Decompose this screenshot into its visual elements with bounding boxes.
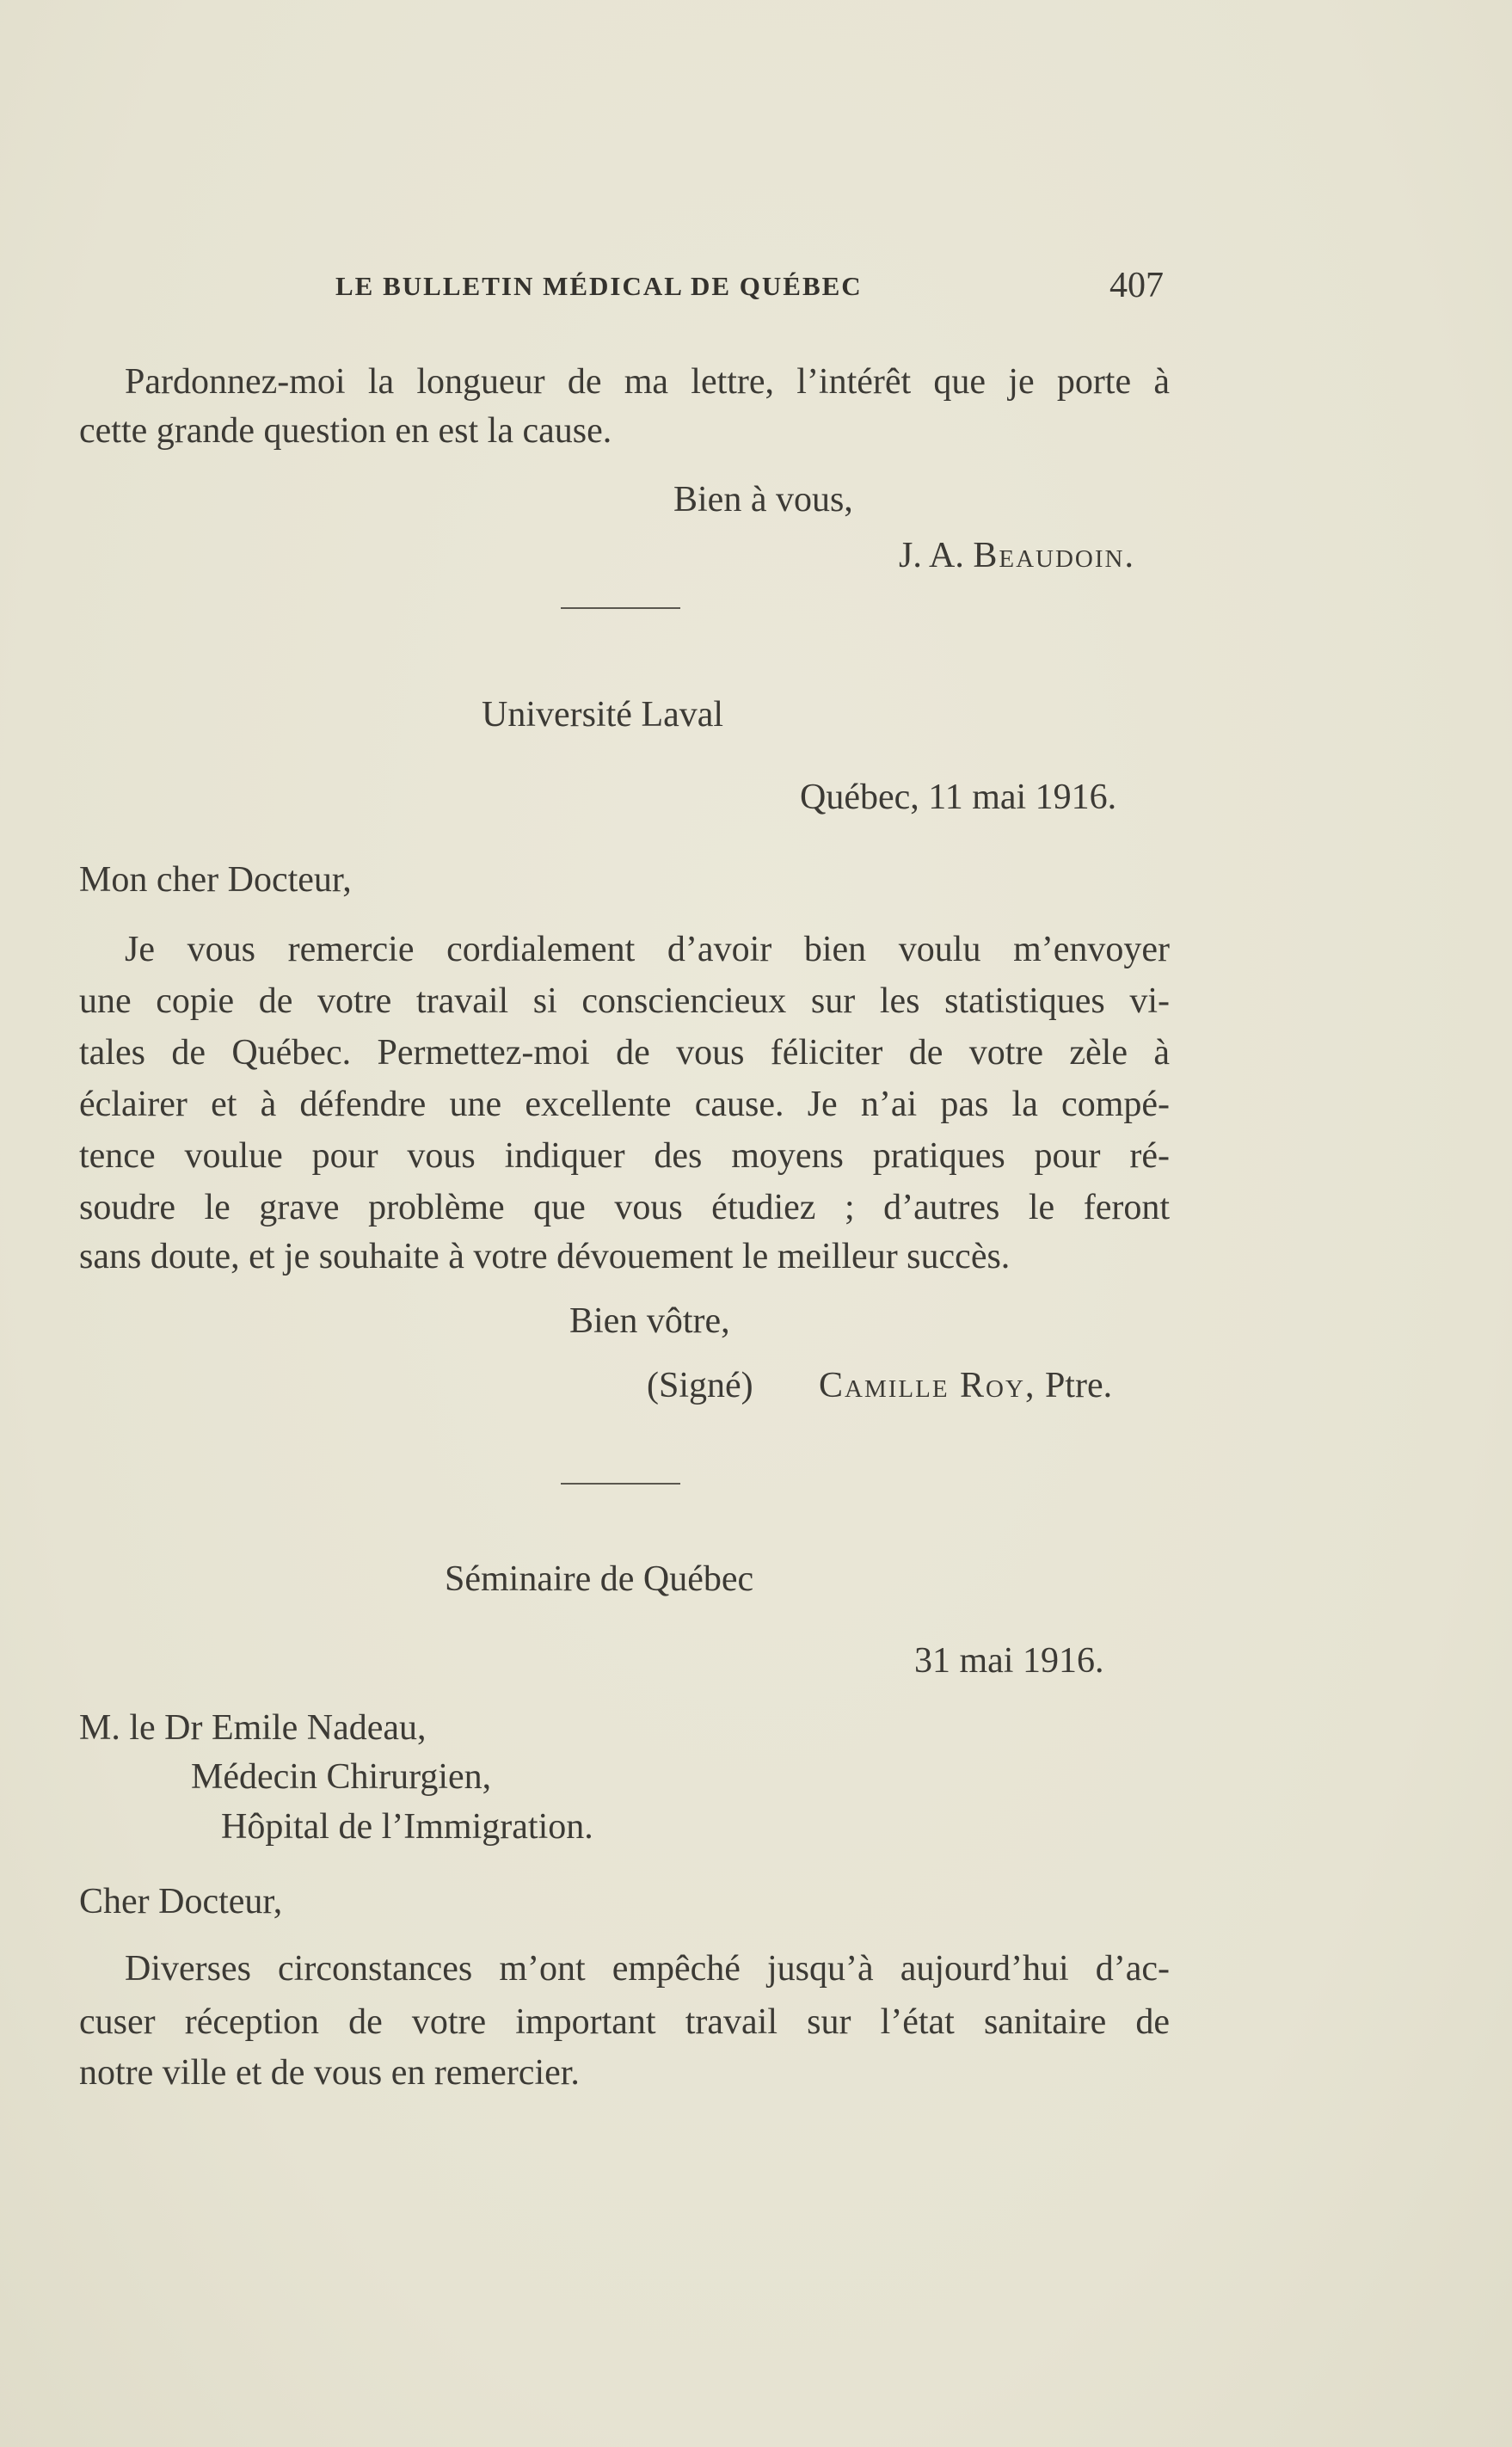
salutation: Mon cher Docteur, — [79, 860, 352, 900]
signature-title: Ptre. — [1044, 1366, 1113, 1405]
signature — [899, 538, 1135, 574]
running-header: LE BULLETIN MÉDICAL DE QUÉBEC — [335, 271, 863, 301]
address-line: Médecin Chirurgien, — [191, 1757, 492, 1797]
signature-name: Camille Roy, — [819, 1366, 1036, 1405]
salutation: Cher Docteur, — [79, 1882, 283, 1921]
body-line: Je vous remercie cordialement d’avoir bien voulu m’envoyer — [125, 930, 1170, 969]
signature-name: Beaudoin. — [973, 536, 1135, 575]
separator-rule — [561, 1483, 680, 1485]
address-line: Hôpital de l’Immigration. — [221, 1807, 593, 1847]
institution: Séminaire de Québec — [445, 1559, 754, 1599]
body-line: cette grande question en est la cause. — [79, 411, 612, 451]
body-line: tales de Québec. Permettez-moi de vous féliciter de votre zèle à — [79, 1033, 1170, 1073]
signature — [819, 1368, 1112, 1404]
institution: Université Laval — [482, 695, 724, 735]
closing: Bien à vous, — [673, 480, 853, 520]
page-number: 407 — [1109, 266, 1164, 305]
body-line: notre ville et de vous en remercier. — [79, 2053, 580, 2093]
body-line: soudre le grave problème que vous étudiez ; d’autres le feront — [79, 1188, 1170, 1227]
body-line: éclairer et à défendre une excellente cause. Je n’ai pas la compé- — [79, 1085, 1170, 1124]
letter-date: Québec, 11 mai 1916. — [800, 778, 1117, 817]
body-line: une copie de votre travail si consciencieux sur les statistiques vi- — [79, 981, 1170, 1021]
letter-date: 31 mai 1916. — [914, 1641, 1104, 1681]
separator-rule — [561, 607, 680, 609]
body-line: cuser réception de votre important travail sur l’état sanitaire de — [79, 2002, 1170, 2042]
body-line: sans doute, et je souhaite à votre dévouement le meilleur succès. — [79, 1237, 1011, 1276]
signed-label: (Signé) — [647, 1366, 753, 1405]
closing: Bien vôtre, — [569, 1301, 730, 1341]
signature-initials: J. A. — [899, 536, 964, 575]
body-line: Pardonnez-moi la longueur de ma lettre, l’intérêt que je porte à — [125, 362, 1170, 402]
body-line: tence voulue pour vous indiquer des moyens pratiques pour ré- — [79, 1136, 1170, 1176]
body-line: Diverses circonstances m’ont empêché jusqu’à aujourd’hui d’ac- — [125, 1949, 1170, 1989]
address-line: M. le Dr Emile Nadeau, — [79, 1708, 427, 1748]
